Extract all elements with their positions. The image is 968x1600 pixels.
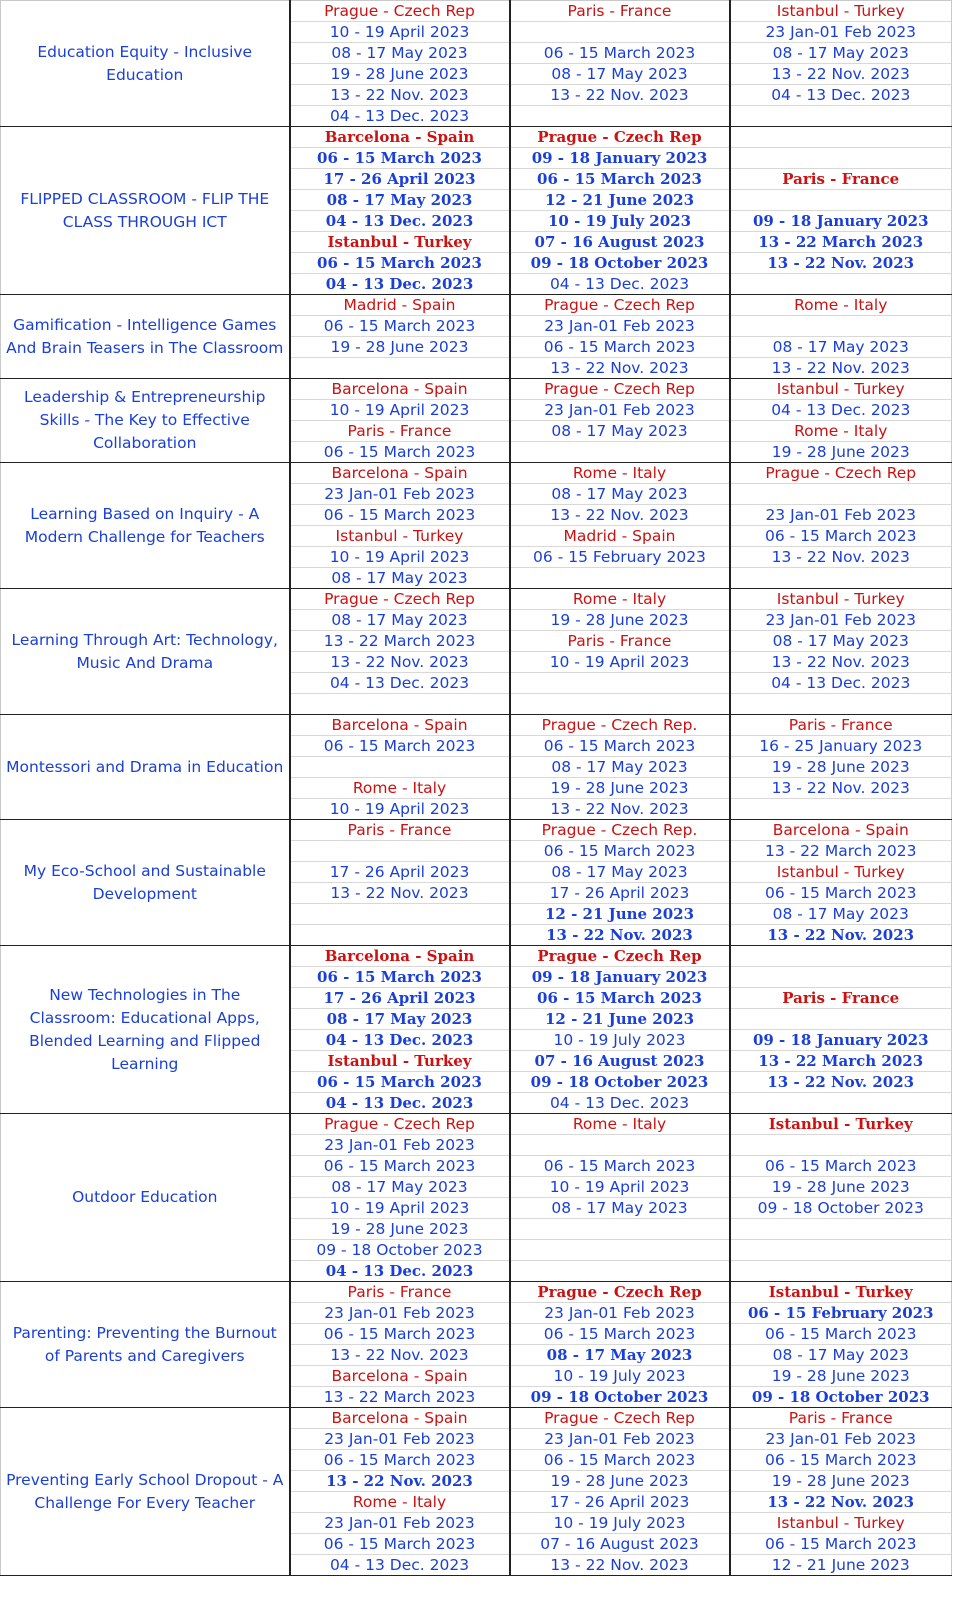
session-dates: 06 - 15 March 2023 [291,505,509,526]
session-dates: 13 - 22 Nov. 2023 [291,1471,509,1492]
venue-city: Prague - Czech Rep [511,946,729,967]
session-dates: 06 - 15 February 2023 [511,547,729,568]
session-dates: 12 - 21 June 2023 [771,1556,910,1574]
session-dates: 06 - 15 March 2023 [511,43,729,64]
empty-line [511,1219,729,1240]
session-dates: 06 - 15 March 2023 [731,1450,952,1471]
venue-city: Paris - France [511,1,729,22]
session-dates: 06 - 15 March 2023 [291,1324,509,1345]
session-dates: 13 - 22 Nov. 2023 [546,926,693,944]
session-dates: 19 - 28 June 2023 [731,1366,952,1387]
venue-city: Madrid - Spain [291,295,509,316]
session-dates: 19 - 28 June 2023 [731,1177,952,1198]
course-title: Montessori and Drama in Education [1,715,290,820]
session-dates: 04 - 13 Dec. 2023 [325,1094,474,1112]
session-dates: 13 - 22 Nov. 2023 [291,1345,509,1366]
session-dates: 10 - 19 April 2023 [329,800,470,818]
session-dates: 08 - 17 May 2023 [731,1345,952,1366]
location-dates-cell [510,589,730,715]
empty-line [731,106,952,126]
empty-line [731,967,952,988]
session-dates: 09 - 18 October 2023 [511,253,729,274]
empty-line [511,694,729,714]
session-dates: 06 - 15 March 2023 [731,1156,952,1177]
venue-city: Istanbul - Turkey [731,379,952,400]
session-dates: 04 - 13 Dec. 2023 [731,673,952,694]
venue-city: Rome - Italy [511,1114,729,1135]
course-title: Outdoor Education [1,1114,290,1282]
venue-city: Barcelona - Spain [291,1366,509,1387]
session-dates: 19 - 28 June 2023 [291,337,509,358]
location-dates-cell [730,715,952,820]
course-title: Learning Based on Inquiry - A Modern Challenge for Teachers [1,463,290,589]
session-dates: 19 - 28 June 2023 [511,1471,729,1492]
session-dates: 04 - 13 Dec. 2023 [731,85,952,106]
course-row [1,1408,952,1576]
session-dates: 13 - 22 Nov. 2023 [550,800,689,818]
course-row [1,1,952,127]
session-dates: 17 - 26 April 2023 [291,862,509,883]
session-dates: 08 - 17 May 2023 [731,43,952,64]
venue-city: Rome - Italy [511,463,729,484]
session-dates: 06 - 15 March 2023 [291,1156,509,1177]
course-title: Education Equity - Inclusive Education [1,1,290,127]
session-dates: 13 - 22 Nov. 2023 [731,1072,952,1093]
empty-line [511,568,729,588]
session-dates: 06 - 15 March 2023 [291,736,509,757]
session-dates: 09 - 18 January 2023 [511,967,729,988]
session-dates: 06 - 15 March 2023 [291,967,509,988]
session-dates: 04 - 13 Dec. 2023 [329,1556,470,1574]
course-schedule-body [1,1,952,1576]
session-dates: 06 - 15 March 2023 [731,1534,952,1555]
venue-city: Barcelona - Spain [291,379,509,400]
session-dates: 09 - 18 October 2023 [511,1072,729,1093]
course-row [1,715,952,820]
venue-city: Istanbul - Turkey [291,526,509,547]
session-dates: 08 - 17 May 2023 [731,337,952,358]
session-dates: 06 - 15 March 2023 [511,337,729,358]
course-row [1,463,952,589]
session-dates: 07 - 16 August 2023 [511,1534,729,1555]
empty-line [291,757,509,778]
empty-line [291,904,509,925]
session-dates: 04 - 13 Dec. 2023 [291,673,509,694]
session-dates: 09 - 18 January 2023 [511,148,729,169]
session-dates: 10 - 19 July 2023 [511,211,729,232]
location-dates-cell [290,1408,510,1576]
venue-city: Paris - France [731,169,952,190]
session-dates: 06 - 15 February 2023 [731,1303,952,1324]
location-dates-cell [510,127,730,295]
venue-city: Istanbul - Turkey [731,1282,952,1303]
venue-city: Barcelona - Spain [291,715,509,736]
session-dates: 17 - 26 April 2023 [511,1492,729,1513]
venue-city: Rome - Italy [291,1492,509,1513]
venue-city: Istanbul - Turkey [731,1513,952,1534]
session-dates: 09 - 18 October 2023 [291,1240,509,1261]
venue-city: Barcelona - Spain [291,127,509,148]
venue-city: Rome - Italy [731,421,952,442]
empty-line [731,799,952,819]
session-dates: 13 - 22 Nov. 2023 [731,1492,952,1513]
venue-city: Istanbul - Turkey [291,232,509,253]
session-dates: 06 - 15 March 2023 [511,1324,729,1345]
session-dates: 23 Jan-01 Feb 2023 [731,22,952,43]
venue-city: Rome - Italy [511,589,729,610]
venue-city: Istanbul - Turkey [291,1051,509,1072]
session-dates: 16 - 25 January 2023 [731,736,952,757]
location-dates-cell [730,1,952,127]
venue-city: Prague - Czech Rep [511,127,729,148]
session-dates: 04 - 13 Dec. 2023 [731,400,952,421]
session-dates: 13 - 22 March 2023 [323,1388,476,1406]
session-dates: 23 Jan-01 Feb 2023 [511,1303,729,1324]
location-dates-cell [290,1,510,127]
session-dates: 07 - 16 August 2023 [511,232,729,253]
session-dates: 06 - 15 March 2023 [291,1534,509,1555]
location-dates-cell [290,589,510,715]
session-dates: 09 - 18 October 2023 [731,1198,952,1219]
session-dates: 10 - 19 July 2023 [511,1366,729,1387]
session-dates: 08 - 17 May 2023 [331,569,468,587]
session-dates: 04 - 13 Dec. 2023 [325,275,474,293]
session-dates: 06 - 15 March 2023 [511,169,729,190]
session-dates: 13 - 22 March 2023 [291,631,509,652]
session-dates: 13 - 22 Nov. 2023 [767,926,915,944]
course-title: New Technologies in The Classroom: Educational Apps, Blended Learning and Flipped Learning [1,946,290,1114]
empty-line [731,190,952,211]
venue-city: Prague - Czech Rep [291,1114,509,1135]
venue-city: Prague - Czech Rep [291,1,509,22]
session-dates: 08 - 17 May 2023 [291,43,509,64]
empty-line [731,1261,952,1281]
location-dates-cell [730,295,952,379]
location-dates-cell [290,379,510,463]
session-dates: 04 - 13 Dec. 2023 [549,1094,690,1112]
session-dates: 08 - 17 May 2023 [291,610,509,631]
venue-city: Istanbul - Turkey [731,1114,952,1135]
session-dates: 23 Jan-01 Feb 2023 [291,484,509,505]
course-title: My Eco-School and Sustainable Development [1,820,290,946]
course-title: Gamification - Intelligence Games And Brain Teasers in The Classroom [1,295,290,379]
venue-city: Barcelona - Spain [291,463,509,484]
session-dates: 13 - 22 March 2023 [731,841,952,862]
session-dates: 23 Jan-01 Feb 2023 [511,1429,729,1450]
course-row [1,1114,952,1282]
venue-city: Prague - Czech Rep [291,589,509,610]
session-dates: 23 Jan-01 Feb 2023 [731,505,952,526]
location-dates-cell [510,295,730,379]
session-dates: 08 - 17 May 2023 [511,862,729,883]
session-dates: 13 - 22 Nov. 2023 [511,85,729,106]
session-dates: 04 - 13 Dec. 2023 [291,1030,509,1051]
venue-city: Prague - Czech Rep. [511,715,729,736]
session-dates: 09 - 18 January 2023 [731,1030,952,1051]
venue-city: Paris - France [511,631,729,652]
location-dates-cell [730,1114,952,1282]
session-dates: 08 - 17 May 2023 [511,421,729,442]
session-dates: 08 - 17 May 2023 [511,757,729,778]
session-dates: 08 - 17 May 2023 [291,1009,509,1030]
location-dates-cell [730,589,952,715]
course-row [1,589,952,715]
course-row [1,946,952,1114]
session-dates: 06 - 15 March 2023 [511,1450,729,1471]
session-dates: 13 - 22 Nov. 2023 [550,1556,689,1574]
location-dates-cell [510,1,730,127]
venue-city: Prague - Czech Rep. [511,820,729,841]
session-dates: 06 - 15 March 2023 [291,1072,509,1093]
empty-line [511,1261,729,1281]
session-dates: 13 - 22 Nov. 2023 [731,253,952,274]
location-dates-cell [510,1408,730,1576]
session-dates: 10 - 19 April 2023 [291,547,509,568]
session-dates: 13 - 22 Nov. 2023 [731,547,952,568]
venue-city: Istanbul - Turkey [731,589,952,610]
location-dates-cell [510,1282,730,1408]
location-dates-cell [290,1114,510,1282]
venue-city: Rome - Italy [291,778,509,799]
course-title: Parenting: Preventing the Burnout of Parents and Caregivers [1,1282,290,1408]
empty-line [511,22,729,43]
session-dates: 23 Jan-01 Feb 2023 [291,1303,509,1324]
session-dates: 04 - 13 Dec. 2023 [329,107,470,125]
session-dates: 08 - 17 May 2023 [291,190,509,211]
session-dates: 19 - 28 June 2023 [731,757,952,778]
session-dates: 08 - 17 May 2023 [511,1345,729,1366]
session-dates: 13 - 22 Nov. 2023 [731,652,952,673]
session-dates: 06 - 15 March 2023 [323,443,476,461]
empty-line [511,442,729,462]
venue-city: Istanbul - Turkey [731,862,952,883]
empty-line [291,841,509,862]
venue-city: Rome - Italy [731,295,952,316]
session-dates: 10 - 19 April 2023 [511,652,729,673]
location-dates-cell [510,379,730,463]
session-dates: 13 - 22 Nov. 2023 [511,505,729,526]
session-dates: 10 - 19 July 2023 [511,1513,729,1534]
session-dates: 12 - 21 June 2023 [511,190,729,211]
course-title: Leadership & Entrepreneurship Skills - The Key to Effective Collaboration [1,379,290,463]
location-dates-cell [510,715,730,820]
session-dates: 13 - 22 Nov. 2023 [731,778,952,799]
session-dates: 06 - 15 March 2023 [731,883,952,904]
course-row [1,379,952,463]
empty-line [511,1135,729,1156]
empty-line [731,274,952,294]
course-row [1,127,952,295]
session-dates: 06 - 15 March 2023 [731,1324,952,1345]
location-dates-cell [730,1282,952,1408]
session-dates: 06 - 15 March 2023 [291,148,509,169]
venue-city: Barcelona - Spain [291,946,509,967]
session-dates: 23 Jan-01 Feb 2023 [291,1135,509,1156]
session-dates: 08 - 17 May 2023 [511,484,729,505]
location-dates-cell [510,463,730,589]
session-dates: 17 - 26 April 2023 [511,883,729,904]
session-dates: 08 - 17 May 2023 [511,1198,729,1219]
location-dates-cell [290,946,510,1114]
empty-line [511,1240,729,1261]
session-dates: 08 - 17 May 2023 [511,64,729,85]
session-dates: 06 - 15 March 2023 [731,526,952,547]
session-dates: 07 - 16 August 2023 [511,1051,729,1072]
course-row [1,295,952,379]
session-dates: 08 - 17 May 2023 [731,904,952,925]
venue-city: Barcelona - Spain [731,820,952,841]
venue-city: Prague - Czech Rep [511,1282,729,1303]
empty-line [731,1219,952,1240]
session-dates: 23 Jan-01 Feb 2023 [511,400,729,421]
session-dates: 19 - 28 June 2023 [511,610,729,631]
session-dates: 19 - 28 June 2023 [291,1219,509,1240]
empty-line [731,148,952,169]
session-dates: 13 - 22 Nov. 2023 [291,85,509,106]
location-dates-cell [730,820,952,946]
session-dates: 19 - 28 June 2023 [731,1471,952,1492]
empty-line [731,1093,952,1113]
empty-line [731,1009,952,1030]
session-dates: 19 - 28 June 2023 [511,778,729,799]
location-dates-cell [290,463,510,589]
empty-line [731,1135,952,1156]
session-dates: 09 - 18 October 2023 [751,1388,930,1406]
empty-line [291,925,509,945]
venue-city: Prague - Czech Rep [731,463,952,484]
empty-line [731,316,952,337]
location-dates-cell [290,820,510,946]
venue-city: Prague - Czech Rep [511,1408,729,1429]
session-dates: 10 - 19 April 2023 [291,22,509,43]
location-dates-cell [730,1408,952,1576]
session-dates: 23 Jan-01 Feb 2023 [291,1429,509,1450]
empty-line [731,484,952,505]
session-dates: 17 - 26 April 2023 [291,169,509,190]
session-dates: 19 - 28 June 2023 [771,443,910,461]
location-dates-cell [510,1114,730,1282]
course-row [1,820,952,946]
session-dates: 06 - 15 March 2023 [291,253,509,274]
empty-line [731,127,952,148]
session-dates: 06 - 15 March 2023 [291,316,509,337]
session-dates: 13 - 22 Nov. 2023 [731,64,952,85]
location-dates-cell [510,820,730,946]
empty-line [731,946,952,967]
session-dates: 08 - 17 May 2023 [731,631,952,652]
session-dates: 06 - 15 March 2023 [511,841,729,862]
session-dates: 23 Jan-01 Feb 2023 [731,1429,952,1450]
venue-city: Paris - France [731,1408,952,1429]
venue-city: Istanbul - Turkey [731,1,952,22]
location-dates-cell [290,127,510,295]
venue-city: Paris - France [291,820,509,841]
location-dates-cell [510,946,730,1114]
session-dates: 08 - 17 May 2023 [291,1177,509,1198]
session-dates: 23 Jan-01 Feb 2023 [511,316,729,337]
session-dates: 13 - 22 Nov. 2023 [291,883,509,904]
session-dates: 23 Jan-01 Feb 2023 [291,1513,509,1534]
venue-city: Madrid - Spain [511,526,729,547]
empty-line [731,694,952,714]
empty-line [511,106,729,126]
session-dates: 13 - 22 Nov. 2023 [771,359,910,377]
location-dates-cell [290,295,510,379]
venue-city: Prague - Czech Rep [511,379,729,400]
empty-line [511,673,729,694]
location-dates-cell [730,946,952,1114]
session-dates: 13 - 22 March 2023 [731,1051,952,1072]
session-dates: 09 - 18 October 2023 [530,1388,709,1406]
session-dates: 12 - 21 June 2023 [511,904,729,925]
session-dates: 06 - 15 March 2023 [291,1450,509,1471]
venue-city: Paris - France [291,421,509,442]
venue-city: Paris - France [731,988,952,1009]
session-dates: 06 - 15 March 2023 [511,1156,729,1177]
course-title: Learning Through Art: Technology, Music And Drama [1,589,290,715]
venue-city: Paris - France [731,715,952,736]
session-dates: 09 - 18 January 2023 [731,211,952,232]
session-dates: 10 - 19 April 2023 [291,1198,509,1219]
session-dates: 23 Jan-01 Feb 2023 [731,610,952,631]
session-dates: 13 - 22 Nov. 2023 [550,359,689,377]
course-title: Preventing Early School Dropout - A Challenge For Every Teacher [1,1408,290,1576]
location-dates-cell [290,715,510,820]
course-row [1,1282,952,1408]
session-dates: 04 - 13 Dec. 2023 [549,275,690,293]
venue-city: Prague - Czech Rep [511,295,729,316]
session-dates: 13 - 22 Nov. 2023 [291,652,509,673]
location-dates-cell [730,379,952,463]
venue-city: Barcelona - Spain [291,1408,509,1429]
session-dates: 10 - 19 April 2023 [511,1177,729,1198]
session-dates: 06 - 15 March 2023 [511,736,729,757]
empty-line [291,694,509,714]
location-dates-cell [290,1282,510,1408]
session-dates: 19 - 28 June 2023 [291,64,509,85]
session-dates: 12 - 21 June 2023 [511,1009,729,1030]
course-title: FLIPPED CLASSROOM - FLIP THE CLASS THROUGH ICT [1,127,290,295]
venue-city: Paris - France [291,1282,509,1303]
session-dates: 13 - 22 March 2023 [731,232,952,253]
empty-line [291,358,509,378]
session-dates: 04 - 13 Dec. 2023 [291,211,509,232]
empty-line [731,568,952,588]
session-dates: 17 - 26 April 2023 [291,988,509,1009]
session-dates: 10 - 19 April 2023 [291,400,509,421]
location-dates-cell [730,463,952,589]
empty-line [731,1240,952,1261]
location-dates-cell [730,127,952,295]
session-dates: 06 - 15 March 2023 [511,988,729,1009]
session-dates: 10 - 19 July 2023 [511,1030,729,1051]
session-dates: 04 - 13 Dec. 2023 [325,1262,474,1280]
